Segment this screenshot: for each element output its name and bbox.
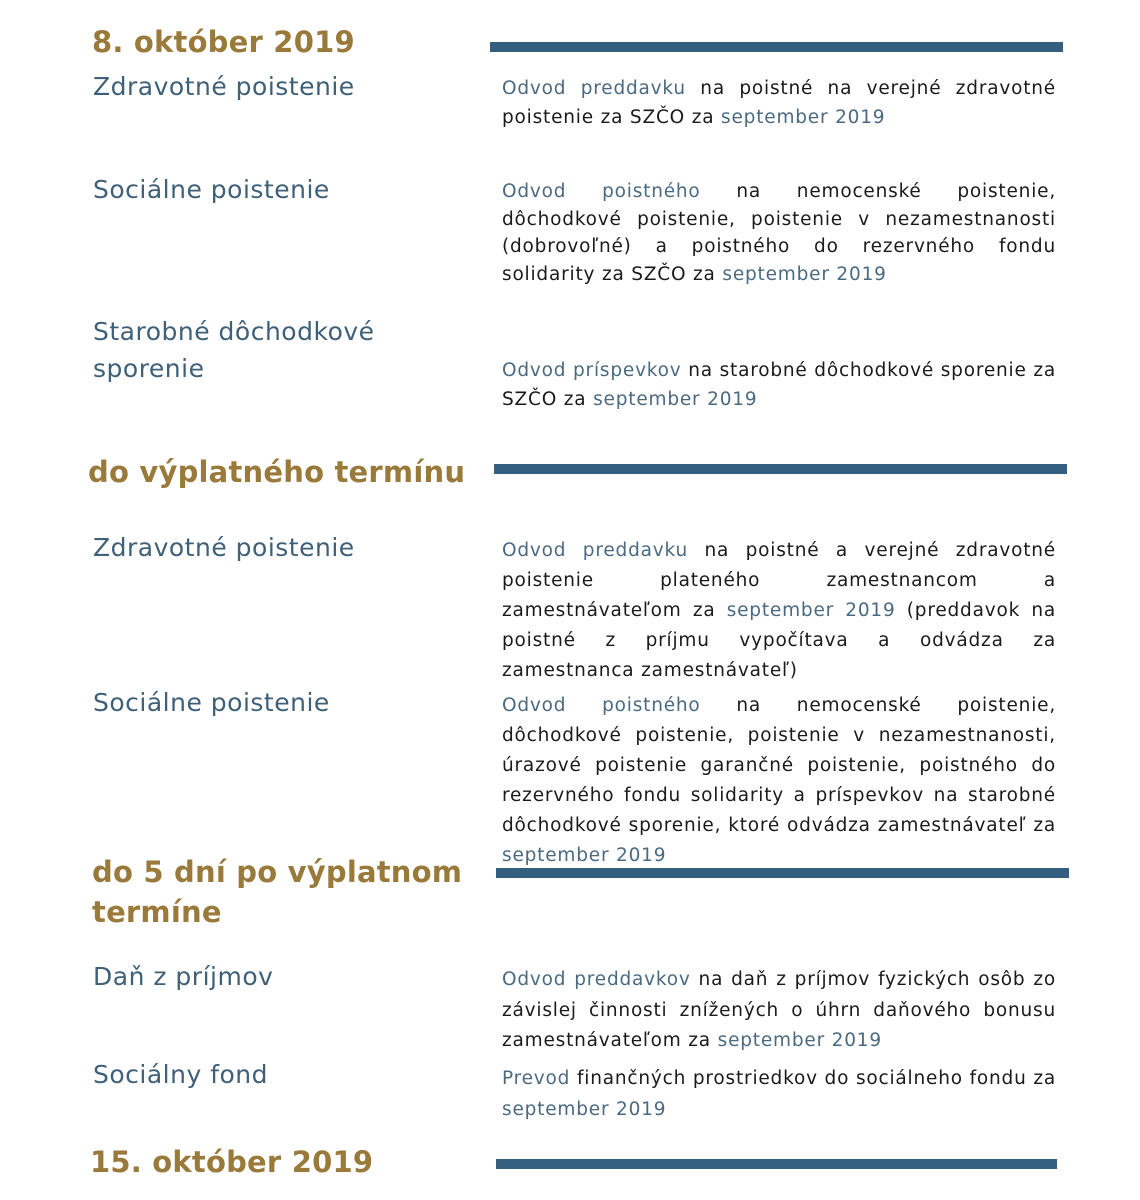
desc-period: september 2019 — [722, 263, 887, 285]
item-label: Sociálne poistenie — [93, 688, 330, 717]
desc-period: september 2019 — [717, 1030, 882, 1051]
section-divider — [496, 868, 1069, 878]
section-divider — [496, 1159, 1057, 1169]
desc-lead: Odvod preddavku — [502, 78, 686, 99]
desc-period: september 2019 — [593, 388, 758, 410]
desc-body: na nemocenské poistenie, dôchodkové poistenie, poistenie v nezamestnanosti, úrazové poistenie garančné poistenie, poistného do rezervného fondu solidarity a príspevkov na starobné dôchodkové sporenie, ktoré odvádza zamestnávateľ za — [502, 695, 1056, 836]
desc-lead: Odvod preddavkov — [502, 969, 691, 990]
desc-body: na daň z príjmov fyzických osôb zo závislej činnosti znížených o úhrn daňového bonusu zamestnávateľom za — [502, 969, 1056, 1051]
desc-lead: Odvod poistného — [502, 181, 701, 202]
item-description — [502, 965, 1056, 1057]
desc-lead: Prevod — [502, 1068, 571, 1089]
desc-body: na starobné dôchodkové sporenie za SZČO za — [502, 360, 1056, 410]
desc-body: finančných prostriedkov do sociálneho fondu za — [570, 1068, 1056, 1089]
item-description — [502, 1063, 1056, 1125]
item-label: Zdravotné poistenie — [93, 533, 355, 562]
desc-body: na poistné na verejné zdravotné poistenie za SZČO za — [502, 78, 1056, 128]
desc-period: september 2019 — [502, 845, 667, 866]
section-divider — [494, 464, 1067, 474]
item-description — [502, 691, 1056, 871]
desc-period: september 2019 — [726, 600, 896, 621]
section-heading: 8. október 2019 — [92, 25, 355, 59]
item-description — [502, 178, 1056, 288]
item-label: Zdravotné poistenie — [93, 72, 355, 101]
desc-lead: Odvod preddavku — [502, 540, 688, 561]
item-label: Starobné dôchodkové sporenie — [93, 317, 375, 383]
desc-body: na poistné a verejné zdravotné poistenie plateného zamestnancom a zamestnávateľom za — [502, 540, 1056, 621]
item-description — [502, 536, 1056, 686]
desc-tail: (preddavok na poistné z príjmu vypočítava a odvádza za zamestnanca zamestnávateľ) — [502, 600, 1056, 681]
section-heading: do 5 dní po výplatnom termíne — [92, 855, 463, 929]
desc-lead: Odvod príspevkov — [502, 360, 682, 381]
section-heading: do výplatného termínu — [88, 455, 466, 489]
section-divider — [490, 42, 1063, 52]
item-label: Sociálne poistenie — [93, 175, 330, 204]
desc-lead: Odvod poistného — [502, 695, 701, 716]
desc-body: na nemocenské poistenie, dôchodkové poistenie, poistenie v nezamestnanosti (dobrovoľné) a poistného do rezervného fondu solidarity za SZČO za — [502, 181, 1056, 285]
item-label: Sociálny fond — [93, 1060, 269, 1089]
desc-period: september 2019 — [721, 106, 886, 128]
item-description — [502, 357, 1056, 414]
item-description — [502, 75, 1056, 132]
item-label: Daň z príjmov — [93, 962, 274, 991]
section-heading: 15. október 2019 — [90, 1145, 374, 1179]
desc-period: september 2019 — [502, 1099, 667, 1120]
